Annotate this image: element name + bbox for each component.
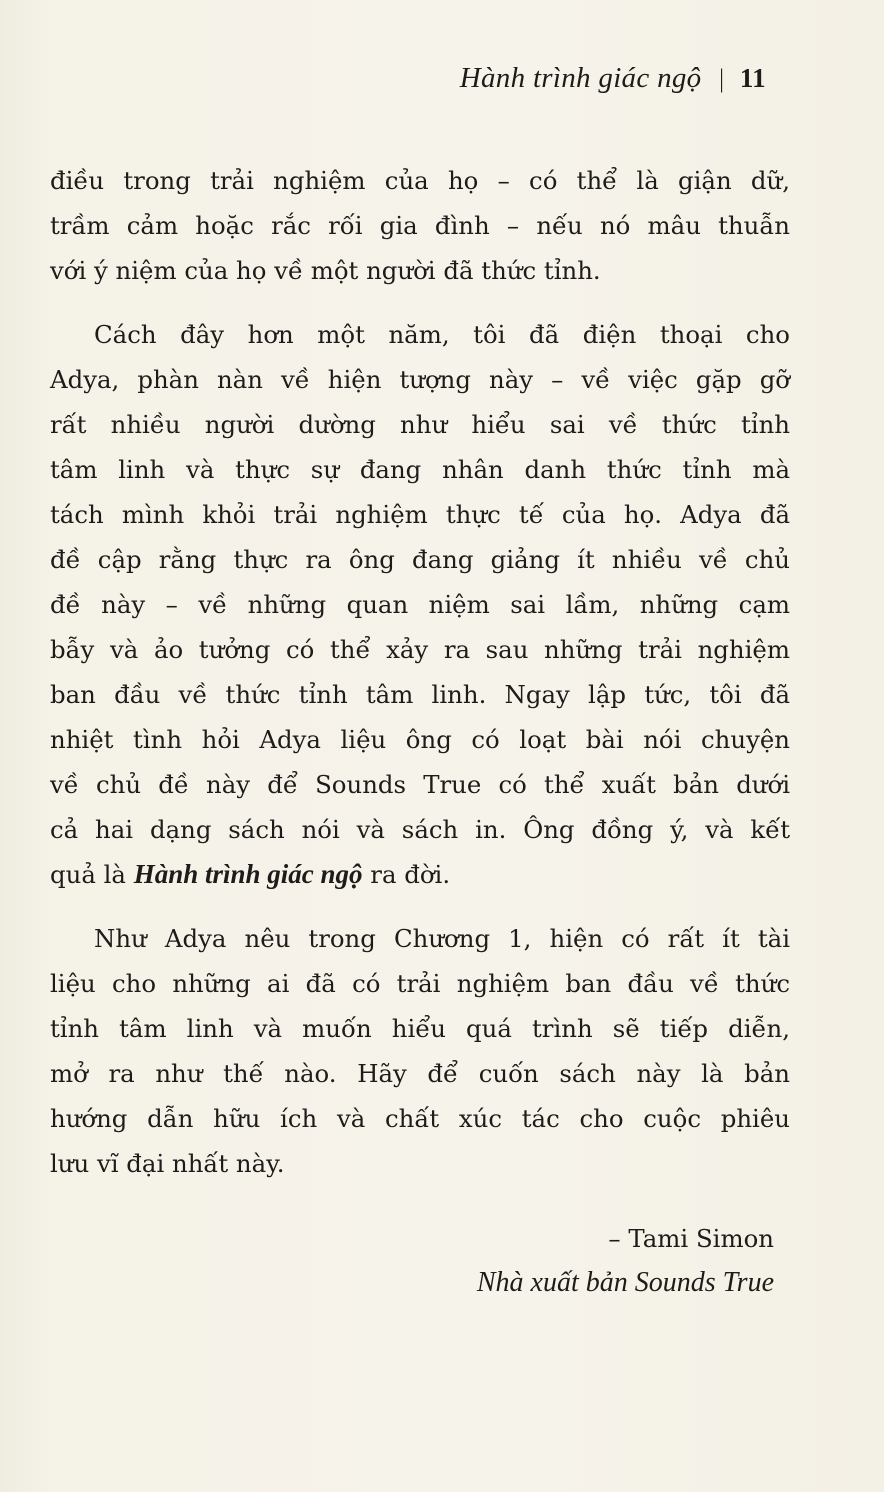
text-line: cả hai dạng sách nói và sách in. Ông đồng ý, và kết: [50, 815, 790, 844]
text-line: đề này – về những quan niệm sai lầm, những cạm: [50, 590, 790, 619]
text-fragment: quả là: [50, 860, 134, 889]
text-line: bẫy và ảo tưởng có thể xảy ra sau những trải nghiệm: [50, 635, 790, 664]
signature-block: [477, 1217, 774, 1305]
text-line: với ý niệm của họ về một người đã thức tỉnh.: [50, 256, 601, 285]
publisher-name: Nhà xuất bản Sounds True: [476, 1267, 774, 1298]
author-name: – Tami Simon: [608, 1224, 774, 1253]
text-line: lưu vĩ đại nhất này.: [50, 1149, 285, 1178]
text-line: tỉnh tâm linh và muốn hiểu quá trình sẽ tiếp diễn,: [50, 1014, 790, 1043]
paragraph-1: [50, 158, 790, 293]
text-line: trầm cảm hoặc rắc rối gia đình – nếu nó mâu thuẫn: [50, 211, 790, 240]
paragraph-3: [50, 916, 790, 1186]
text-line: ban đầu về thức tỉnh tâm linh. Ngay lập tức, tôi đã: [50, 680, 790, 709]
text-line: Như Adya nêu trong Chương 1, hiện có rất ít tài: [94, 924, 790, 953]
book-title-emphasis: Hành trình giác ngộ: [133, 859, 363, 889]
text-line: liệu cho những ai đã có trải nghiệm ban đầu về thức: [50, 969, 790, 998]
text-fragment: ra đời.: [362, 860, 451, 889]
header-separator: |: [717, 64, 726, 93]
text-line: mở ra như thế nào. Hãy để cuốn sách này là bản: [50, 1059, 790, 1088]
text-line: hướng dẫn hữu ích và chất xúc tác cho cuộc phiêu: [50, 1104, 790, 1133]
text-line: điều trong trải nghiệm của họ – có thể là giận dữ,: [50, 166, 790, 195]
text-line: tâm linh và thực sự đang nhân danh thức tỉnh mà: [50, 455, 790, 484]
text-line: về chủ đề này để Sounds True có thể xuất bản dưới: [50, 770, 790, 799]
text-line: rất nhiều người dường như hiểu sai về thức tỉnh: [50, 410, 790, 439]
text-line: nhiệt tình hỏi Adya liệu ông có loạt bài nói chuyện: [50, 725, 790, 754]
running-header: [460, 62, 766, 95]
page-number: 11: [739, 63, 766, 93]
text-line: Adya, phàn nàn về hiện tượng này – về việc gặp gỡ: [50, 365, 790, 394]
running-header-title: Hành trình giác ngộ: [459, 62, 702, 94]
text-line: tách mình khỏi trải nghiệm thực tế của họ. Adya đã: [50, 500, 790, 529]
text-line: đề cập rằng thực ra ông đang giảng ít nhiều về chủ: [50, 545, 790, 574]
body-text: [50, 158, 790, 1186]
paragraph-2: [50, 312, 790, 897]
text-line-with-title: [50, 852, 790, 897]
text-line: Cách đây hơn một năm, tôi đã điện thoại cho: [94, 320, 790, 349]
